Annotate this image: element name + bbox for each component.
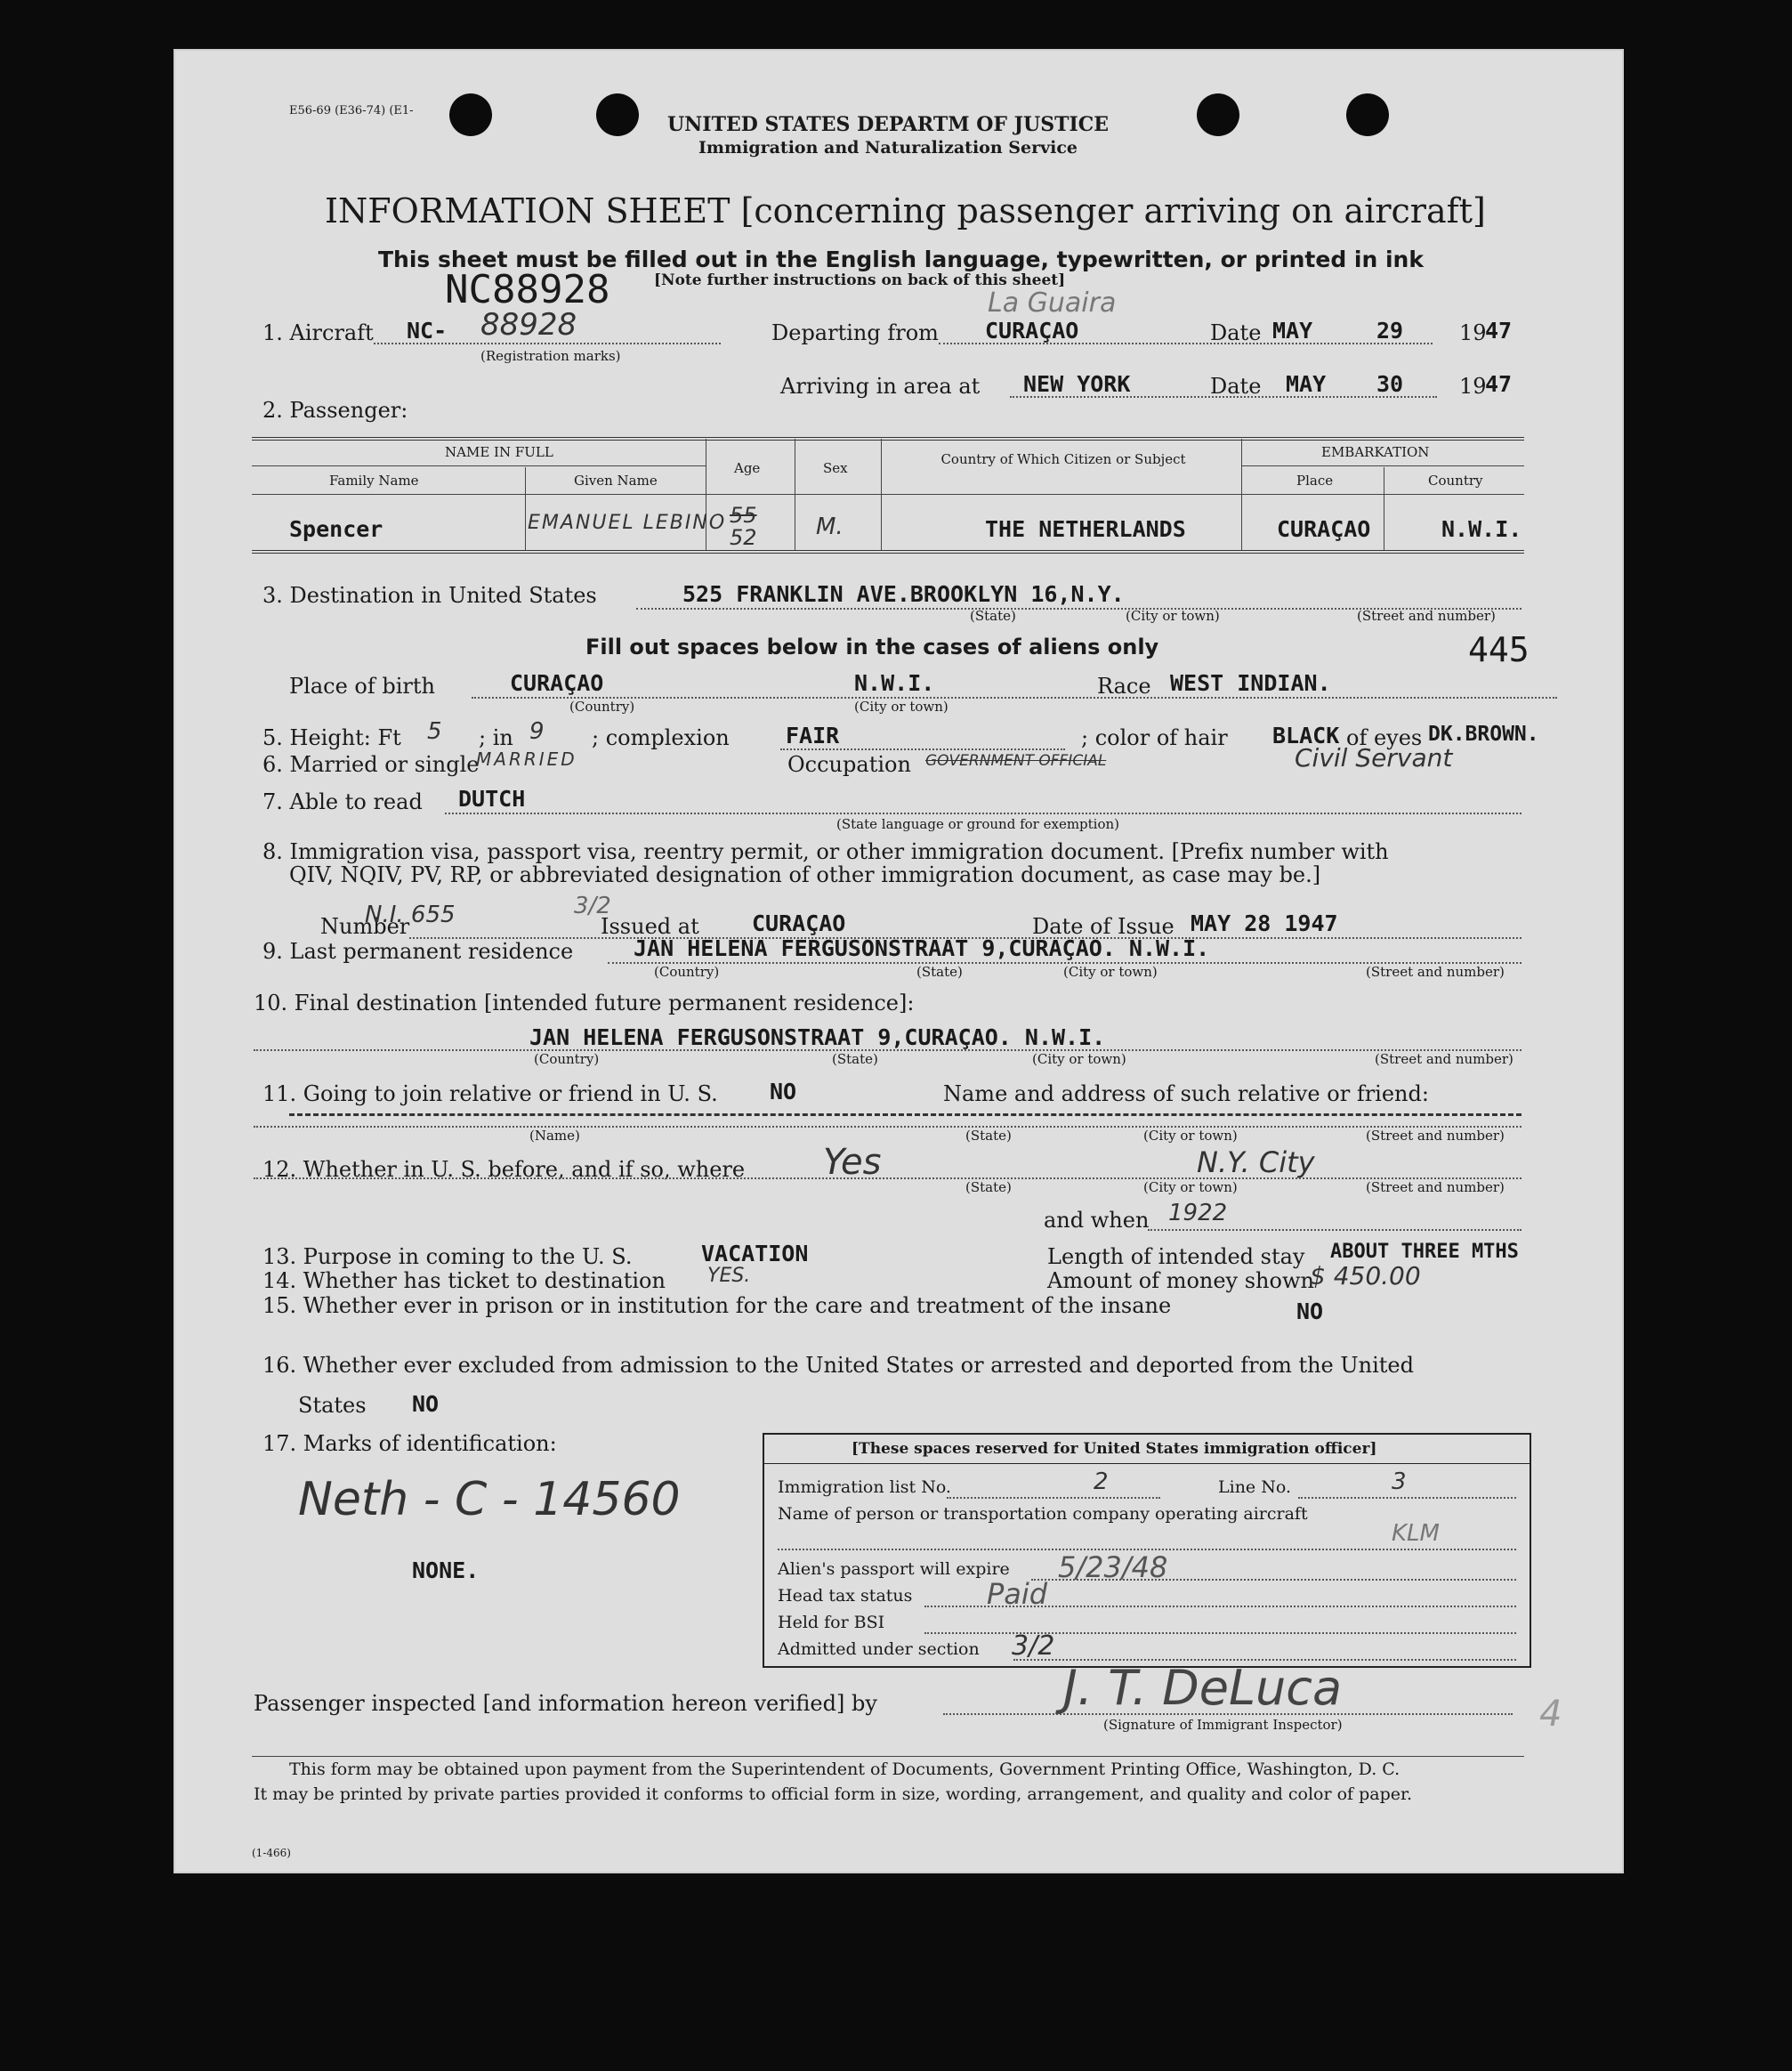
occupation-handwritten: Civil Servant [1295,743,1453,773]
final-destination-value: JAN HELENA FERGUSONSTRAAT 9,CURAÇAO. N.W.I. [529,1024,1106,1050]
depart-month: MAY [1272,318,1313,344]
visa-number-value: N.I. 655 [365,902,456,928]
destination-label: 3. Destination in United States [262,583,597,608]
departing-value: CURAÇAO [985,318,1079,344]
birthplace-country-caption: (Country) [569,699,635,715]
depart-year-prefix: 19 [1459,320,1487,345]
header-sex: Sex [823,460,848,476]
stay-value: ABOUT THREE MTHS [1330,1241,1519,1263]
arrive-year: 47 [1485,371,1513,397]
immigration-list-value: 2 [1094,1468,1109,1495]
arrive-year-prefix: 19 [1459,374,1487,399]
stay-label: Length of intended stay [1047,1244,1305,1269]
excluded-value: NO [412,1391,440,1417]
held-bsi-label: Held for BSI [778,1613,885,1632]
arrive-month: MAY [1286,371,1327,397]
aircraft-number: 88928 [480,307,577,343]
relative-name-label: Name and address of such relative or friend: [943,1081,1429,1106]
passenger-age: 52 [730,525,757,550]
arrive-day: 30 [1376,371,1404,397]
destination-value: 525 FRANKLIN AVE.BROOKLYN 16,N.Y. [682,581,1125,607]
depart-day: 29 [1376,318,1404,344]
form-code: E56-69 (E36-74) (E1- [289,104,414,117]
relative-state-caption: (State) [965,1128,1012,1144]
page-title: INFORMATION SHEET [concerning passenger arriving on aircraft] [325,191,1486,231]
marital-value: MARRIED [476,748,577,770]
stamp-number: NC88928 [445,267,610,312]
last-residence-country-caption: (Country) [654,964,720,980]
date-of-issue-label: Date of Issue [1032,914,1174,939]
purpose-value: VACATION [701,1241,809,1266]
issued-at-label: Issued at [601,914,699,939]
issued-at-value: CURAÇAO [752,910,846,936]
complexion-value: FAIR [786,723,840,748]
hair-label: ; color of hair [1081,725,1228,750]
destination-state-caption: (State) [970,608,1016,624]
passenger-label: 2. Passenger: [262,398,408,423]
height-inches: 9 [529,718,545,745]
embarkation-country: N.W.I. [1441,516,1522,542]
race-label: Race [1097,674,1151,699]
relative-street-caption: (Street and number) [1366,1128,1505,1144]
aircraft-label: 1. Aircraft [262,320,374,345]
occupation-label: Occupation [787,752,911,777]
money-value: $ 450.00 [1310,1261,1421,1290]
inches-label: ; in [479,725,513,750]
read-value: DUTCH [458,786,526,812]
passenger-citizenship: THE NETHERLANDS [985,516,1186,542]
height-label: 5. Height: Ft [262,725,401,750]
read-caption: (State language or ground for exemption) [836,816,1120,832]
header-embarkation: EMBARKATION [1321,444,1430,460]
admitted-section-label: Admitted under section [778,1639,980,1659]
header-emb-country: Country [1428,473,1483,489]
last-residence-value: JAN HELENA FERGUSONSTRAAT 9,CURAÇAO. N.W.I. [634,935,1210,961]
visa-line-1: 8. Immigration visa, passport visa, reentry permit, or other immigration document. [Prefix number with [262,839,1389,864]
operator-label: Name of person or transportation company operating aircraft [778,1504,1308,1524]
marks-value: NONE. [412,1557,480,1583]
last-residence-label: 9. Last permanent residence [262,939,574,964]
money-label: Amount of money shown [1047,1268,1314,1293]
join-relative-label: 11. Going to join relative or friend in U. S. [262,1081,718,1106]
header-given-name: Given Name [574,473,658,489]
aliens-only-line: Fill out spaces below in the cases of aliens only [585,635,1159,659]
last-residence-state-caption: (State) [916,964,963,980]
visa-number-note: 3/2 [574,893,611,919]
excluded-line-1: 16. Whether ever excluded from admission to the United States or arrested and deported from the United [262,1353,1414,1378]
arrive-date-label: Date [1210,374,1262,399]
inspector-signature: J. T. DeLuca [1063,1660,1343,1716]
depart-year: 47 [1485,318,1513,344]
race-value: WEST INDIAN. [1170,670,1331,696]
passenger-sex: M. [816,514,844,540]
header-family-name: Family Name [329,473,419,489]
signature-caption: (Signature of Immigrant Inspector) [1103,1717,1343,1733]
ticket-value: YES. [707,1265,751,1287]
destination-city-caption: (City or town) [1126,608,1220,624]
before-city-caption: (City or town) [1143,1179,1238,1195]
relative-name-caption: (Name) [529,1128,580,1144]
document-sheet [174,49,1624,1873]
officer-box-title: [These spaces reserved for United States immigration officer] [852,1440,1377,1458]
passenger-age-struck: 55 [730,503,757,528]
punch-hole [1346,93,1389,136]
margin-mark: 4 [1539,1694,1562,1735]
ticket-label: 14. Whether has ticket to destination [262,1268,666,1293]
admitted-section-value: 3/2 [1012,1630,1055,1662]
head-tax-value: Paid [987,1577,1048,1611]
purpose-label: 13. Purpose in coming to the U. S. [262,1244,633,1269]
agency-line: UNITED STATES DEPARTM OF JUSTICE [667,113,1110,136]
passenger-family-name: Spencer [289,516,383,542]
footer-line-1: This form may be obtained upon payment from the Superintendent of Documents, Government Printing Office, Washington, D. C. [289,1760,1401,1779]
punch-hole [1197,93,1239,136]
height-feet: 5 [427,718,442,745]
aircraft-prefix: NC- [407,318,448,344]
officer-reserved-box [763,1433,1531,1668]
eyes-label: of eyes [1346,725,1423,750]
passenger-given-name: EMANUEL LEBINO [528,512,727,534]
handwritten-origin: La Guaira [988,287,1117,319]
join-relative-value: NO [770,1079,797,1104]
punch-hole [449,93,492,136]
file-number: 445 [1468,630,1530,669]
service-line: Immigration and Naturalization Service [698,138,1078,158]
final-destination-country-caption: (Country) [534,1051,600,1067]
last-residence-city-caption: (City or town) [1063,964,1158,980]
header-country-citizen: Country of Which Citizen or Subject [940,451,1186,467]
operator-value: KLM [1392,1520,1440,1547]
read-label: 7. Able to read [262,789,423,814]
registration-caption: (Registration marks) [480,348,621,364]
passport-expire-label: Alien's passport will expire [778,1559,1010,1579]
before-in-us-value: Yes [823,1142,882,1183]
birthplace-city-caption: (City or town) [854,699,948,715]
when-value: 1922 [1168,1200,1228,1226]
footer-line-2: It may be printed by private parties provided it conforms to official form in size, wording, arrangement, and quality and color of paper. [254,1784,1413,1804]
header-place: Place [1296,473,1334,489]
marital-label: 6. Married or single [262,752,480,777]
before-in-us-city: N.Y. City [1197,1145,1315,1179]
date-of-issue-value: MAY 28 1947 [1191,910,1338,936]
header-age: Age [734,460,761,476]
header-name-in-full: NAME IN FULL [445,444,553,460]
when-label: and when [1044,1208,1150,1233]
marks-label: 17. Marks of identification: [262,1431,557,1456]
embarkation-place: CURAÇAO [1277,516,1371,542]
instructions-note: [Note further instructions on back of this sheet] [654,271,1066,289]
arriving-value: NEW YORK [1023,371,1131,397]
inspected-label: Passenger inspected [and information hereon verified] by [254,1691,877,1716]
before-in-us-label: 12. Whether in U. S. before, and if so, where [262,1157,746,1182]
before-state-caption: (State) [965,1179,1012,1195]
passport-expire-value: 5/23/48 [1058,1550,1168,1584]
birthplace-city: N.W.I. [854,670,935,696]
depart-date-label: Date [1210,320,1262,345]
line-no-value: 3 [1392,1468,1407,1495]
final-destination-label: 10. Final destination [intended future permanent residence]: [254,991,915,1015]
prison-label: 15. Whether ever in prison or in institution for the care and treatment of the insane [262,1293,1172,1318]
before-street-caption: (Street and number) [1366,1179,1505,1195]
last-residence-street-caption: (Street and number) [1366,964,1505,980]
footer-code: (1-466) [252,1847,291,1859]
visa-line-2: QIV, NQIV, PV, RP, or abbreviated designation of other immigration document, as case may be.] [289,862,1321,887]
complexion-label: ; complexion [592,725,730,750]
line-no-label: Line No. [1218,1477,1291,1497]
final-destination-street-caption: (Street and number) [1375,1051,1514,1067]
birthplace-country: CURAÇAO [510,670,604,696]
prison-value: NO [1296,1298,1324,1324]
departing-label: Departing from [771,320,939,345]
final-destination-city-caption: (City or town) [1032,1051,1126,1067]
occupation-struck: GOVERNMENT OFFICIAL [925,752,1107,770]
excluded-line-2: States [298,1393,367,1418]
instructions: This sheet must be filled out in the English language, typewritten, or printed in ink [378,247,1424,272]
relative-city-caption: (City or town) [1143,1128,1238,1144]
destination-street-caption: (Street and number) [1357,608,1496,624]
eyes-value: DK.BROWN. [1428,723,1539,746]
hair-value: BLACK [1272,723,1340,748]
visa-number-label: Number [320,914,410,939]
immigration-list-label: Immigration list No. [778,1477,951,1497]
final-destination-state-caption: (State) [832,1051,878,1067]
punch-hole [596,93,639,136]
head-tax-label: Head tax status [778,1586,913,1606]
birthplace-label: Place of birth [289,674,435,699]
arriving-label: Arriving in area at [780,374,981,399]
marks-handwritten: Neth - C - 14560 [298,1473,681,1526]
